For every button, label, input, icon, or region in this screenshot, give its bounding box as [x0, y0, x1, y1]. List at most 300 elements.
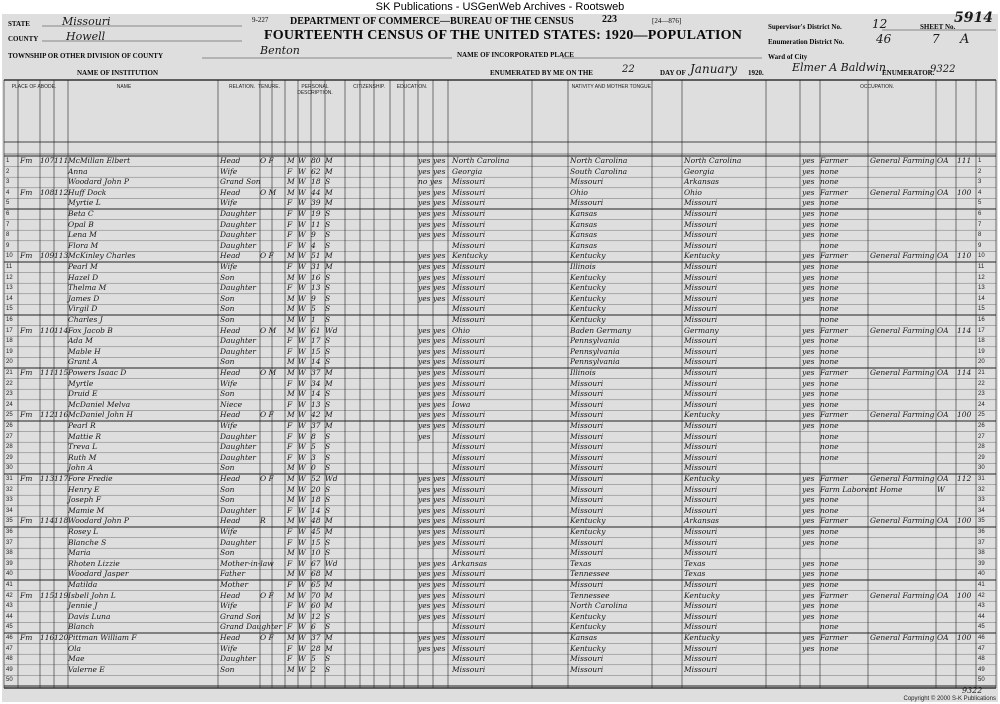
cell-ind	[870, 167, 934, 178]
cell-birth: Missouri	[452, 654, 486, 664]
cell-code	[957, 304, 975, 315]
cell-rel: Wife	[220, 421, 238, 430]
cell-eng: yes	[802, 601, 815, 611]
table-row	[2, 665, 998, 676]
cell-h	[40, 177, 54, 188]
cell-h: 108	[40, 187, 55, 197]
line-number: 43	[6, 603, 13, 610]
cell-f	[54, 421, 68, 432]
cell-ind: General Farming	[870, 251, 935, 261]
cell-ind	[870, 675, 934, 686]
cell-ms: S	[325, 463, 331, 473]
cell-sex: F	[287, 336, 293, 346]
line-number: 26	[6, 423, 13, 429]
cell-occ: none	[820, 336, 839, 346]
cell-birth: Missouri	[452, 293, 486, 303]
table-row	[2, 400, 998, 411]
cell-ind: General Farming	[870, 474, 935, 483]
cell-ms: M	[325, 590, 333, 600]
line-number: 12	[6, 274, 13, 281]
cell-race: W	[298, 601, 306, 611]
cell-cls	[937, 400, 955, 411]
cell-occ: Farmer	[820, 325, 848, 335]
cell-race: W	[298, 463, 306, 473]
cell-birth: Missouri	[452, 495, 486, 505]
cell-mbirth: Missouri	[684, 272, 718, 282]
cell-dw	[20, 273, 40, 284]
line-number-right: 13	[978, 285, 985, 292]
cell-name	[68, 675, 218, 686]
cell-sex: M	[287, 293, 295, 303]
cell-name: Woodard John P	[68, 177, 129, 187]
line-number: 36	[6, 529, 13, 535]
cell-race: W	[298, 431, 306, 441]
cell-sex: F	[287, 283, 293, 293]
cell-age: 2	[311, 664, 316, 674]
cell-rel: Son	[220, 389, 235, 399]
cell-dw: Fm	[20, 156, 33, 165]
cell-ms: S	[325, 611, 331, 621]
cell-dw	[20, 421, 40, 432]
cell-f	[54, 442, 68, 453]
cell-ind	[870, 601, 934, 612]
cell-cls	[937, 241, 955, 252]
department-title: DEPARTMENT OF COMMERCE—BUREAU OF THE CENSUS	[290, 16, 574, 27]
cell-code	[957, 644, 975, 655]
cell-fbirth: South Carolina	[570, 166, 628, 176]
cell-dw	[20, 601, 40, 612]
cell-birth: Missouri	[452, 505, 486, 515]
cell-race: W	[298, 442, 306, 452]
cell-age: 4	[311, 240, 316, 250]
cell-code	[957, 283, 975, 294]
cell-own	[260, 601, 284, 612]
cell-fbirth: Missouri	[570, 548, 604, 558]
line-number-right: 12	[978, 274, 985, 281]
cell-race: W	[298, 368, 306, 377]
cell-h	[40, 336, 54, 347]
cell-name: Fox Jacob B	[68, 325, 113, 335]
line-number: 42	[6, 592, 13, 599]
cell-f	[54, 347, 68, 358]
cell-ind	[870, 241, 934, 252]
census-title: FOURTEENTH CENSUS OF THE UNITED STATES: 1920—POPULATION	[264, 28, 743, 43]
cell-race: W	[298, 527, 306, 536]
cell-race: W	[298, 389, 306, 399]
cell-age: 70	[311, 590, 321, 600]
cell-name: Druid E	[68, 389, 98, 399]
cell-own: O F	[260, 633, 274, 642]
line-number-right: 46	[978, 635, 985, 641]
cell-fbirth: Pennsylvania	[570, 336, 620, 346]
cell-age: 39	[311, 198, 321, 208]
cell-h: 107	[40, 156, 55, 165]
cell-ms: M	[325, 410, 333, 420]
cell-dw	[20, 294, 40, 305]
cell-own	[260, 421, 284, 432]
table-row	[2, 527, 998, 538]
cell-own	[260, 442, 284, 453]
cell-occ: Farmer	[820, 474, 848, 483]
cell-f	[54, 644, 68, 655]
line-number: 15	[6, 306, 13, 313]
cell-code	[957, 463, 975, 474]
line-number-right: 23	[978, 391, 985, 398]
cell-sex: F	[287, 431, 293, 441]
cell-dw	[20, 167, 40, 178]
cell-eng	[802, 463, 818, 474]
cell-sex: F	[287, 240, 293, 250]
table-row	[2, 188, 998, 199]
cell-fbirth: Kansas	[570, 219, 598, 229]
cell-own	[260, 580, 284, 591]
cell-rel: Head	[220, 368, 241, 377]
cell-ms: M	[325, 421, 333, 430]
copyright-footer: Copyright © 2000 S-K Publications	[903, 696, 996, 702]
line-number: 34	[6, 507, 13, 514]
cell-sex: M	[287, 410, 295, 420]
cell-fbirth: Illinois	[570, 368, 596, 377]
cell-name: Grant A	[68, 357, 98, 367]
cell-h: 116	[40, 633, 55, 642]
cell-mbirth: Missouri	[684, 442, 718, 452]
cell-ind	[870, 559, 934, 570]
cell-sex: M	[287, 156, 295, 165]
cell-rel: Niece	[220, 399, 243, 409]
cell-name: Mae	[68, 654, 85, 664]
cell-rel: Wife	[220, 378, 238, 388]
cell-ind: General Farming	[870, 410, 935, 420]
cell-rel: Daughter	[220, 654, 256, 664]
cell-f	[54, 304, 68, 315]
cell-sex: M	[287, 187, 295, 197]
cell-edu: yes yes	[418, 378, 446, 388]
cell-code	[957, 485, 975, 496]
cell-mbirth: Missouri	[684, 293, 718, 303]
table-row	[2, 633, 998, 644]
cell-eng: yes	[802, 378, 815, 388]
cell-cls: OA	[937, 251, 949, 261]
cell-rel: Head	[220, 590, 241, 600]
cell-edu: yes yes	[418, 166, 446, 176]
cell-birth: Missouri	[452, 272, 486, 282]
cell-ms: S	[325, 431, 331, 441]
cell-eng: yes	[802, 633, 815, 642]
cell-occ: Farmer	[820, 368, 848, 377]
line-number: 31	[6, 476, 13, 482]
cell-h	[40, 527, 54, 538]
cell-mbirth: Missouri	[684, 346, 718, 356]
header-nativity: NATIVITY AND MOTHER TONGUE.	[571, 84, 653, 90]
line-number-right: 6	[978, 211, 982, 217]
cell-dw	[20, 262, 40, 273]
line-number-right: 27	[978, 433, 985, 440]
cell-occ: Farmer	[820, 516, 848, 526]
cell-code: 111	[957, 156, 972, 165]
cell-code	[957, 569, 975, 580]
cell-ind	[870, 463, 934, 474]
cell-birth: Missouri	[452, 442, 486, 452]
cell-eng: yes	[802, 293, 815, 303]
cell-fbirth: Missouri	[570, 399, 604, 409]
cell-rel: Son	[220, 484, 235, 494]
cell-dw: Fm	[20, 325, 33, 335]
cell-h	[40, 485, 54, 496]
cell-sex: M	[287, 272, 295, 282]
cell-race: W	[298, 209, 306, 218]
cell-fbirth: Illinois	[570, 262, 596, 271]
cell-occ: none	[820, 569, 839, 579]
cell-f: 114	[54, 325, 69, 335]
cell-birth: Missouri	[452, 452, 486, 462]
table-row	[2, 347, 998, 358]
header-place-of-abode: PLACE OF ABODE.	[11, 84, 57, 90]
cell-fbirth: Kentucky	[570, 304, 606, 314]
line-number-right: 44	[978, 613, 985, 620]
month-value: January	[690, 62, 738, 76]
cell-cls	[937, 654, 955, 665]
cell-age: 37	[311, 421, 321, 430]
cell-age: 19	[311, 209, 321, 218]
cell-code	[957, 198, 975, 209]
cell-birth: North Carolina	[452, 156, 510, 165]
cell-birth: Missouri	[452, 198, 486, 208]
line-number: 30	[6, 465, 13, 472]
corner-number-bottom-right: 9322	[962, 686, 983, 695]
cell-own	[260, 644, 284, 655]
cell-sex: M	[287, 516, 295, 526]
cell-race: W	[298, 474, 306, 483]
cell-fbirth: Missouri	[570, 484, 604, 494]
cell-code	[957, 559, 975, 570]
cell-age: 48	[311, 516, 321, 526]
cell-ind	[870, 654, 934, 665]
cell-f	[54, 209, 68, 220]
cell-edu: yes yes	[418, 198, 446, 208]
cell-ind: General Farming	[870, 368, 935, 377]
cell-rel: Grand Daughter	[220, 622, 283, 632]
cell-dw	[20, 665, 40, 676]
cell-ind: General Farming	[870, 325, 935, 335]
township-value: Benton	[260, 44, 300, 57]
cell-dw	[20, 569, 40, 580]
cell-name: McKinley Charles	[68, 251, 136, 261]
cell-cls	[937, 304, 955, 315]
cell-age	[311, 675, 325, 686]
cell-dw	[20, 463, 40, 474]
cell-mbirth: Missouri	[684, 548, 718, 558]
cell-occ: none	[820, 378, 839, 388]
line-number-right: 10	[978, 253, 985, 260]
cell-occ: none	[820, 389, 839, 399]
cell-ms: M	[325, 156, 333, 165]
cell-dw	[20, 538, 40, 549]
cell-dw	[20, 453, 40, 464]
cell-f	[54, 485, 68, 496]
cell-ms: Wd	[325, 474, 338, 483]
cell-sex: F	[287, 209, 293, 218]
cell-ind	[870, 432, 934, 443]
cell-mbirth: Texas	[684, 558, 706, 568]
cell-mbirth: Missouri	[684, 262, 718, 271]
cell-occ: none	[820, 643, 839, 653]
cell-birth: Missouri	[452, 527, 486, 536]
cell-own: O M	[260, 368, 277, 377]
cell-sex: M	[287, 633, 295, 642]
cell-dw	[20, 389, 40, 400]
cell-f	[54, 177, 68, 188]
cell-rel: Daughter	[220, 283, 256, 293]
cell-race: W	[298, 156, 306, 165]
cell-edu	[418, 622, 448, 633]
cell-f	[54, 283, 68, 294]
cell-age: 16	[311, 272, 321, 282]
cell-sex: M	[287, 495, 295, 505]
cell-mbirth: Missouri	[684, 283, 718, 293]
cell-eng: yes	[802, 569, 815, 579]
table-row	[2, 230, 998, 241]
cell-ind: General Farming	[870, 156, 935, 165]
cell-rel: Son	[220, 293, 235, 303]
table-row	[2, 485, 998, 496]
line-number-right: 3	[978, 179, 982, 186]
cell-race: W	[298, 643, 306, 653]
cell-f	[54, 432, 68, 443]
cell-code	[957, 495, 975, 506]
cell-ind	[870, 209, 934, 220]
cell-occ: none	[820, 580, 839, 589]
cell-h	[40, 400, 54, 411]
cell-edu: yes yes	[418, 527, 446, 536]
cell-fbirth: Kentucky	[570, 516, 606, 526]
cell-eng: yes	[802, 484, 815, 494]
cell-fbirth: Missouri	[570, 198, 604, 208]
cell-h: 112	[40, 410, 55, 420]
line-number: 7	[6, 221, 10, 228]
cell-sex: M	[287, 357, 295, 367]
cell-race: W	[298, 219, 306, 229]
cell-own	[260, 548, 284, 559]
cell-edu: yes yes	[418, 389, 446, 399]
cell-sex: F	[287, 622, 293, 632]
cell-birth: Missouri	[452, 601, 486, 611]
cell-occ	[820, 675, 864, 686]
cell-fbirth: Kansas	[570, 633, 598, 642]
cell-own	[260, 612, 284, 623]
cell-rel: Grand Son	[220, 177, 261, 187]
cell-cls: OA	[937, 633, 949, 642]
cell-edu: yes yes	[418, 399, 446, 409]
cell-rel: Father	[220, 569, 246, 579]
cell-ms: S	[325, 399, 331, 409]
cell-rel: Wife	[220, 643, 238, 653]
cell-sex: M	[287, 325, 295, 335]
cell-own: O M	[260, 187, 277, 197]
cell-mbirth: Missouri	[684, 527, 718, 536]
cell-race: W	[298, 505, 306, 515]
cell-f	[54, 400, 68, 411]
cell-ms: S	[325, 537, 331, 547]
table-row	[2, 612, 998, 623]
cell-name: Joseph F	[68, 495, 102, 505]
cell-ms: M	[325, 601, 333, 611]
cell-fbirth: Missouri	[570, 474, 604, 483]
cell-birth: Missouri	[452, 378, 486, 388]
table-row	[2, 177, 998, 188]
line-number-right: 36	[978, 529, 985, 535]
line-number-right: 20	[978, 359, 985, 366]
cell-edu: yes yes	[418, 590, 446, 600]
cell-rel: Daughter	[220, 219, 256, 229]
cell-mbirth: Missouri	[684, 643, 718, 653]
cell-sex: F	[287, 378, 293, 388]
cell-rel: Son	[220, 664, 235, 674]
line-number: 47	[6, 645, 13, 652]
table-row	[2, 389, 998, 400]
cell-birth: Missouri	[452, 368, 486, 377]
census-sheet	[2, 10, 998, 702]
cell-f	[54, 241, 68, 252]
cell-own	[260, 665, 284, 676]
cell-ms: M	[325, 516, 333, 526]
cell-fbirth: Missouri	[570, 580, 604, 589]
cell-sex: M	[287, 474, 295, 483]
cell-dw	[20, 644, 40, 655]
header-tenure: TENURE.	[258, 84, 280, 90]
cell-own	[260, 485, 284, 496]
cell-sex: M	[287, 548, 295, 558]
cell-dw	[20, 506, 40, 517]
cell-race	[298, 675, 310, 686]
cell-name: Pearl R	[68, 421, 96, 430]
line-number-right: 18	[978, 338, 985, 345]
cell-edu	[418, 315, 448, 326]
line-number-right: 2	[978, 168, 982, 175]
cell-occ: none	[820, 558, 839, 568]
cell-fbirth: Ohio	[570, 187, 588, 197]
table-row	[2, 675, 998, 686]
cell-cls	[937, 283, 955, 294]
cell-code	[957, 622, 975, 633]
cell-race: W	[298, 537, 306, 547]
cell-occ: Farmer	[820, 410, 848, 420]
cell-cls	[937, 230, 955, 241]
cell-cls	[937, 612, 955, 623]
cell-cls	[937, 453, 955, 464]
cell-code: 100	[957, 590, 972, 600]
line-number: 11	[6, 264, 13, 270]
cell-ind	[870, 538, 934, 549]
table-row	[2, 357, 998, 368]
line-number: 27	[6, 433, 13, 440]
table-row	[2, 601, 998, 612]
cell-race: W	[298, 633, 306, 642]
cell-ind	[870, 527, 934, 538]
cell-mbirth: Missouri	[684, 336, 718, 346]
cell-rel: Son	[220, 304, 235, 314]
cell-cls	[937, 294, 955, 305]
cell-age: 68	[311, 569, 321, 579]
cell-race: W	[298, 399, 306, 409]
cell-birth: Missouri	[452, 664, 486, 674]
cell-name: Thelma M	[68, 283, 107, 293]
cell-birth: Missouri	[452, 463, 486, 473]
cell-cls	[937, 580, 955, 591]
table-row	[2, 379, 998, 390]
cell-ms: M	[325, 569, 333, 579]
line-number-right: 38	[978, 550, 985, 557]
cell-code	[957, 379, 975, 390]
